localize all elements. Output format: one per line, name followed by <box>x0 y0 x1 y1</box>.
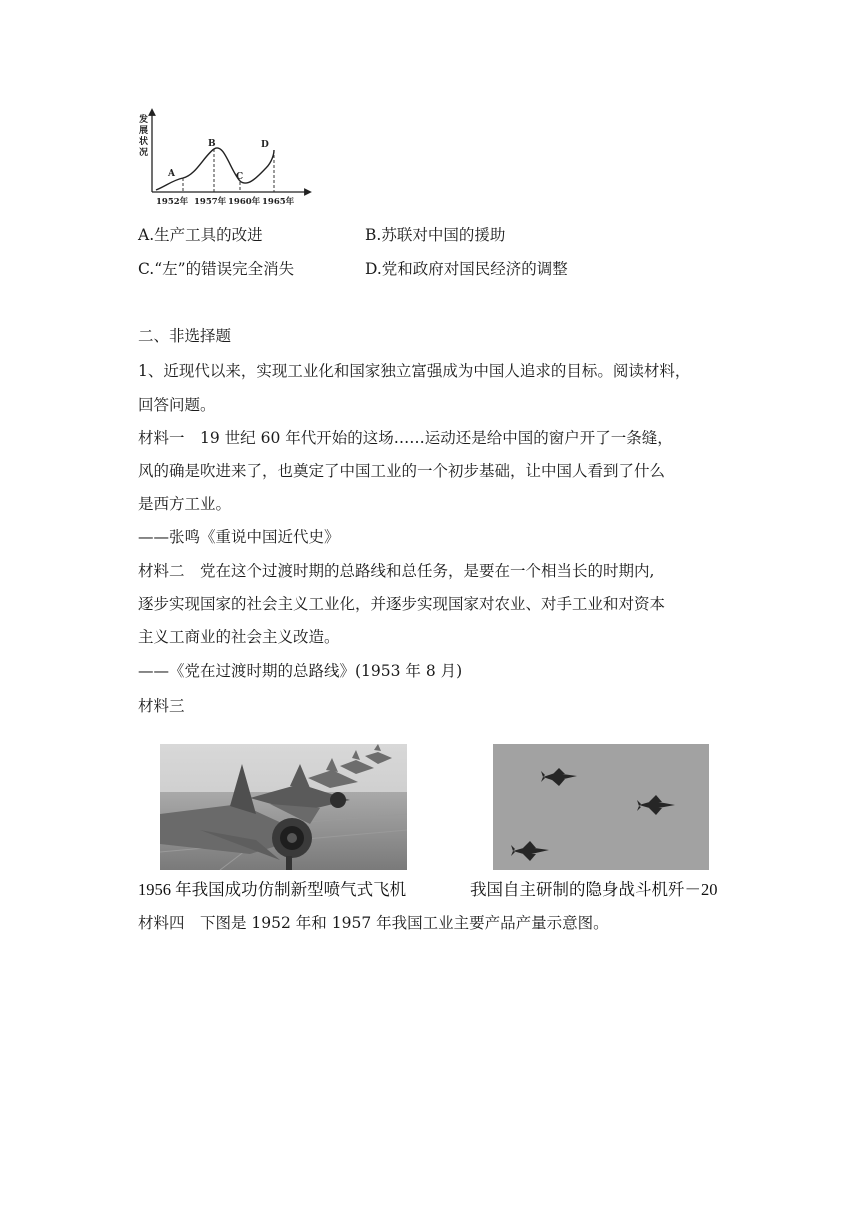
material2-line: 逐步实现国家的社会主义工业化，并逐步实现国家对农业、对手工业和对资本 <box>138 595 666 613</box>
point-label-d: D <box>261 140 269 150</box>
development-curve-figure <box>138 108 316 212</box>
material1-line: 风的确是吹进来了，也奠定了中国工业的一个初步基础，让中国人看到了什么 <box>138 462 666 480</box>
option-b: B.苏联对中国的援助 <box>365 226 506 244</box>
material2-source: ——《党在过渡时期的总路线》(1953 年 8 月) <box>138 662 463 680</box>
material1-source: ——张鸣《重说中国近代史》 <box>138 528 340 546</box>
material2-line: 主义工商业的社会主义改造。 <box>138 628 340 646</box>
caption-j20: 我国自主研制的隐身战斗机歼－20 <box>470 880 718 899</box>
x-tick-label: 1960年 <box>228 197 261 207</box>
development-curve-svg <box>138 108 316 212</box>
y-axis-label-char: 状 <box>139 137 149 147</box>
y-axis-label-char: 发 <box>139 115 149 125</box>
section-title: 二、非选择题 <box>138 327 232 345</box>
jet-photo-1956-image <box>160 744 407 870</box>
material1-line: 是西方工业。 <box>138 495 232 513</box>
material3-label: 材料三 <box>138 697 185 715</box>
point-label-c: C <box>236 172 244 182</box>
material2-line: 材料二 党在这个过渡时期的总路线和总任务，是要在一个相当长的时期内, <box>138 562 655 580</box>
point-label-b: B <box>208 139 216 149</box>
option-a: A.生产工具的改进 <box>138 226 263 244</box>
caption-1956-jet: 1956 年我国成功仿制新型喷气式飞机 <box>138 880 407 899</box>
j20-photo-image <box>493 744 709 870</box>
x-tick-label: 1952年 <box>156 197 189 207</box>
question-line: 1、近现代以来，实现工业化和国家独立富强成为中国人追求的目标。阅读材料， <box>138 362 691 380</box>
material4-line: 材料四 下图是 1952 年和 1957 年我国工业主要产品产量示意图。 <box>138 914 609 932</box>
option-c: C.“左”的错误完全消失 <box>138 260 295 278</box>
point-label-a: A <box>168 169 175 179</box>
y-axis-label-char: 展 <box>139 126 149 136</box>
x-tick-label: 1957年 <box>194 197 227 207</box>
y-axis-label-char: 况 <box>139 148 149 158</box>
option-d: D.党和政府对国民经济的调整 <box>365 260 568 278</box>
jet-photo-1956 <box>160 744 407 870</box>
question-line: 回答问题。 <box>138 396 216 414</box>
j20-photo <box>493 744 709 870</box>
material1-line: 材料一 19 世纪 60 年代开始的这场……运动还是给中国的窗户开了一条缝， <box>138 429 673 447</box>
x-tick-label: 1965年 <box>262 197 295 207</box>
